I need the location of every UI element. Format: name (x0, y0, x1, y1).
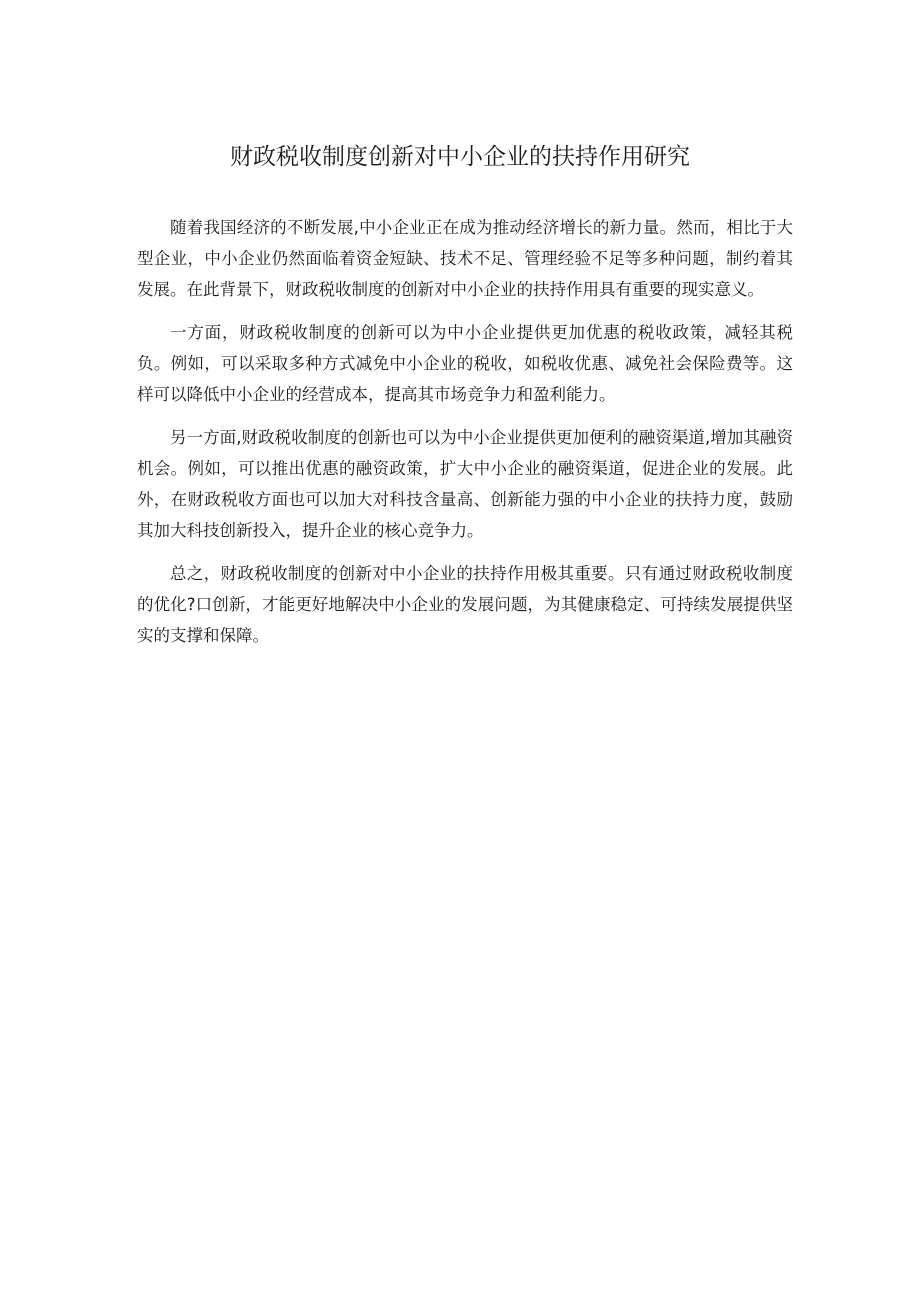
document-body (137, 212, 793, 663)
document-title: 财政税收制度创新对中小企业的扶持作用研究 (230, 144, 690, 170)
paragraph-1: 随着我国经济的不断发展,中小企业正在成为推动经济增长的新力量。然而，相比于大型企业，中小企业仍然面临着资金短缺、技术不足、管理经验不足等多种问题，制约着其发展。在此背景下，财政税收制度的创新对中小企业的扶持作用具有重要的现实意义。 (137, 218, 793, 299)
paragraph-3: 另一方面,财政税收制度的创新也可以为中小企业提供更加便利的融资渠道,增加其融资机会。例如，可以推出优惠的融资政策，扩大中小企业的融资渠道，促进企业的发展。此外，在财政税收方面也可以加大对科技含量高、创新能力强的中小企业的扶持力度，鼓励其加大科技创新投入，提升企业的核心竞争力。 (137, 428, 793, 540)
paragraph-4: 总之，财政税收制度的创新对中小企业的扶持作用极其重要。只有通过财政税收制度的优化?口创新，才能更好地解决中小企业的发展问题，为其健康稳定、可持续发展提供坚实的支撑和保障。 (137, 564, 793, 645)
paragraph-2: 一方面，财政税收制度的创新可以为中小企业提供更加优惠的税收政策，减轻其税负。例如，可以采取多种方式减免中小企业的税收，如税收优惠、减免社会保险费等。这样可以降低中小企业的经营成本，提高其市场竞争力和盈利能力。 (137, 323, 793, 404)
